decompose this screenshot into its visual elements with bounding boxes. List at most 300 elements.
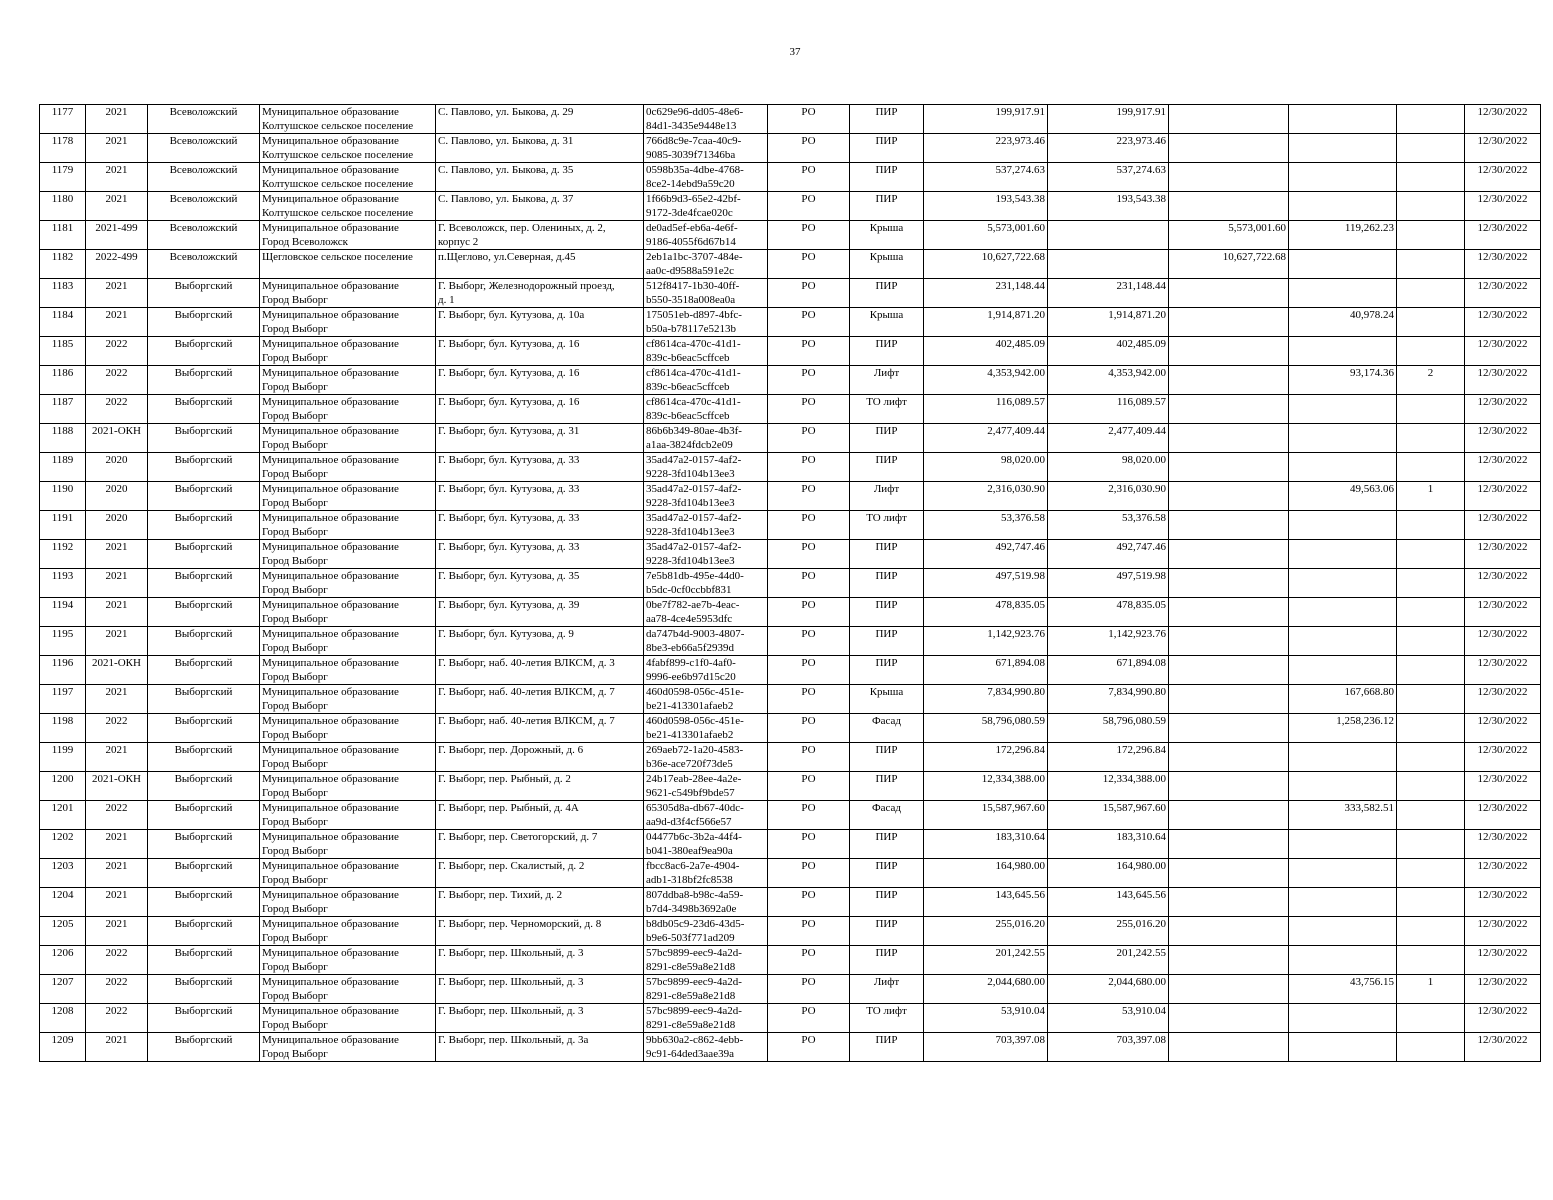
cell-program-type: РО — [768, 540, 850, 569]
table-row — [40, 627, 1541, 656]
cell-row-number: 1191 — [40, 511, 86, 540]
cell-total-cost: 193,543.38 — [924, 192, 1048, 221]
page-number: 37 — [789, 46, 801, 58]
cell-municipality: Муниципальное образование Город Выборг — [260, 714, 436, 743]
cell-municipality: Муниципальное образование Город Выборг — [260, 888, 436, 917]
cell-cost-column-3 — [1169, 366, 1289, 395]
cell-completion-date: 12/30/2022 — [1465, 250, 1541, 279]
cell-completion-date: 12/30/2022 — [1465, 743, 1541, 772]
cell-address: Г. Выборг, пер. Светогорский, д. 7 — [436, 830, 644, 859]
cell-program-year: 2021 — [86, 105, 148, 134]
table-row — [40, 656, 1541, 685]
cell-municipality: Муниципальное образование Город Выборг — [260, 859, 436, 888]
cell-work-type: ПИР — [850, 627, 924, 656]
cell-cost-column-3 — [1169, 743, 1289, 772]
cell-house-guid: fbcc8ac6-2a7e-4904- adb1-318bf2fc8538 — [644, 859, 768, 888]
cell-cost-column-4: 119,262.23 — [1289, 221, 1397, 250]
cell-program-type: РО — [768, 453, 850, 482]
cell-municipality: Муниципальное образование Город Выборг — [260, 598, 436, 627]
cell-cost-column-4 — [1289, 888, 1397, 917]
cell-cost-column-2: 703,397.08 — [1048, 1033, 1169, 1062]
cell-program-type: РО — [768, 801, 850, 830]
cell-program-year: 2022 — [86, 801, 148, 830]
cell-program-type: РО — [768, 888, 850, 917]
cell-district: Всеволожский — [148, 134, 260, 163]
cell-house-guid: 35ad47a2-0157-4af2- 9228-3fd104b13ee3 — [644, 511, 768, 540]
cell-program-year: 2021 — [86, 598, 148, 627]
cell-house-guid: de0ad5ef-eb6a-4e6f- 9186-4055f6d67b14 — [644, 221, 768, 250]
cell-cost-column-3 — [1169, 134, 1289, 163]
cell-row-number: 1189 — [40, 453, 86, 482]
cell-cost-column-3: 10,627,722.68 — [1169, 250, 1289, 279]
table-row — [40, 105, 1541, 134]
cell-cost-column-2: 497,519.98 — [1048, 569, 1169, 598]
cell-address: Г. Выборг, пер. Скалистый, д. 2 — [436, 859, 644, 888]
cell-row-number: 1188 — [40, 424, 86, 453]
cell-work-type: ПИР — [850, 105, 924, 134]
cell-district: Выборгский — [148, 830, 260, 859]
cell-cost-column-2: 537,274.63 — [1048, 163, 1169, 192]
cell-program-type: РО — [768, 627, 850, 656]
cell-total-cost: 223,973.46 — [924, 134, 1048, 163]
cell-cost-column-2: 15,587,967.60 — [1048, 801, 1169, 830]
cell-municipality: Муниципальное образование Город Выборг — [260, 511, 436, 540]
cell-address: Г. Выборг, бул. Кутузова, д. 10а — [436, 308, 644, 337]
cell-house-guid: 9bb630a2-c862-4ebb- 9c91-64ded3aae39a — [644, 1033, 768, 1062]
cell-total-cost: 143,645.56 — [924, 888, 1048, 917]
table-row — [40, 888, 1541, 917]
cell-cost-column-4 — [1289, 772, 1397, 801]
cell-cost-column-2: 53,910.04 — [1048, 1004, 1169, 1033]
cell-program-year: 2022 — [86, 975, 148, 1004]
cell-elevator-count — [1397, 250, 1465, 279]
cell-program-year: 2021 — [86, 743, 148, 772]
cell-program-year: 2021 — [86, 279, 148, 308]
cell-total-cost: 255,016.20 — [924, 917, 1048, 946]
cell-house-guid: 57bc9899-eec9-4a2d- 8291-c8e59a8e21d8 — [644, 946, 768, 975]
cell-row-number: 1199 — [40, 743, 86, 772]
table-row — [40, 1033, 1541, 1062]
cell-work-type: ТО лифт — [850, 511, 924, 540]
cell-program-year: 2021-ОКН — [86, 772, 148, 801]
cell-cost-column-3 — [1169, 627, 1289, 656]
cell-completion-date: 12/30/2022 — [1465, 511, 1541, 540]
cell-row-number: 1194 — [40, 598, 86, 627]
cell-total-cost: 5,573,001.60 — [924, 221, 1048, 250]
cell-work-type: ПИР — [850, 1033, 924, 1062]
cell-program-type: РО — [768, 424, 850, 453]
cell-elevator-count: 2 — [1397, 366, 1465, 395]
cell-cost-column-2 — [1048, 250, 1169, 279]
cell-work-type: Лифт — [850, 482, 924, 511]
cell-cost-column-3 — [1169, 511, 1289, 540]
cell-municipality: Муниципальное образование Город Выборг — [260, 656, 436, 685]
cell-total-cost: 492,747.46 — [924, 540, 1048, 569]
cell-total-cost: 231,148.44 — [924, 279, 1048, 308]
cell-cost-column-4 — [1289, 279, 1397, 308]
cell-completion-date: 12/30/2022 — [1465, 366, 1541, 395]
cell-district: Выборгский — [148, 946, 260, 975]
cell-work-type: ПИР — [850, 598, 924, 627]
cell-address: Г. Выборг, пер. Черноморский, д. 8 — [436, 917, 644, 946]
cell-cost-column-4 — [1289, 1033, 1397, 1062]
cell-address: Г. Выборг, Железнодорожный проезд, д. 1 — [436, 279, 644, 308]
table-row — [40, 453, 1541, 482]
cell-cost-column-3 — [1169, 569, 1289, 598]
cell-elevator-count — [1397, 192, 1465, 221]
cell-cost-column-3 — [1169, 685, 1289, 714]
table-row — [40, 975, 1541, 1004]
cell-address: С. Павлово, ул. Быкова, д. 37 — [436, 192, 644, 221]
cell-cost-column-2: 164,980.00 — [1048, 859, 1169, 888]
cell-work-type: ТО лифт — [850, 395, 924, 424]
cell-program-type: РО — [768, 163, 850, 192]
cell-elevator-count — [1397, 279, 1465, 308]
cell-completion-date: 12/30/2022 — [1465, 105, 1541, 134]
cell-cost-column-4: 93,174.36 — [1289, 366, 1397, 395]
cell-district: Выборгский — [148, 888, 260, 917]
cell-elevator-count — [1397, 308, 1465, 337]
cell-cost-column-3 — [1169, 830, 1289, 859]
cell-total-cost: 537,274.63 — [924, 163, 1048, 192]
cell-program-year: 2021 — [86, 569, 148, 598]
cell-elevator-count — [1397, 888, 1465, 917]
cell-cost-column-2: 116,089.57 — [1048, 395, 1169, 424]
cell-house-guid: 460d0598-056c-451e- be21-413301afaeb2 — [644, 685, 768, 714]
register-body — [40, 105, 1541, 1062]
cell-total-cost: 12,334,388.00 — [924, 772, 1048, 801]
cell-completion-date: 12/30/2022 — [1465, 279, 1541, 308]
cell-cost-column-3 — [1169, 105, 1289, 134]
cell-total-cost: 116,089.57 — [924, 395, 1048, 424]
cell-cost-column-4 — [1289, 598, 1397, 627]
cell-municipality: Муниципальное образование Город Выборг — [260, 395, 436, 424]
table-row — [40, 395, 1541, 424]
cell-total-cost: 497,519.98 — [924, 569, 1048, 598]
cell-elevator-count — [1397, 946, 1465, 975]
cell-district: Выборгский — [148, 540, 260, 569]
cell-work-type: ПИР — [850, 917, 924, 946]
cell-cost-column-3 — [1169, 424, 1289, 453]
cell-program-year: 2020 — [86, 511, 148, 540]
cell-district: Всеволожский — [148, 250, 260, 279]
table-row — [40, 685, 1541, 714]
cell-total-cost: 7,834,990.80 — [924, 685, 1048, 714]
table-row — [40, 859, 1541, 888]
cell-total-cost: 201,242.55 — [924, 946, 1048, 975]
table-row — [40, 511, 1541, 540]
cell-municipality: Муниципальное образование Город Выборг — [260, 308, 436, 337]
cell-address: С. Павлово, ул. Быкова, д. 31 — [436, 134, 644, 163]
cell-district: Выборгский — [148, 337, 260, 366]
cell-cost-column-3 — [1169, 598, 1289, 627]
cell-elevator-count — [1397, 917, 1465, 946]
table-row — [40, 917, 1541, 946]
cell-work-type: ПИР — [850, 569, 924, 598]
cell-cost-column-2: 193,543.38 — [1048, 192, 1169, 221]
cell-row-number: 1196 — [40, 656, 86, 685]
cell-work-type: ПИР — [850, 859, 924, 888]
cell-row-number: 1202 — [40, 830, 86, 859]
cell-municipality: Муниципальное образование Город Выборг — [260, 917, 436, 946]
cell-district: Выборгский — [148, 482, 260, 511]
table-row — [40, 221, 1541, 250]
cell-work-type: ПИР — [850, 743, 924, 772]
cell-municipality: Муниципальное образование Город Выборг — [260, 946, 436, 975]
cell-cost-column-4 — [1289, 743, 1397, 772]
cell-district: Выборгский — [148, 772, 260, 801]
cell-program-year: 2020 — [86, 453, 148, 482]
table-row — [40, 192, 1541, 221]
cell-work-type: ПИР — [850, 337, 924, 366]
cell-address: Г. Выборг, наб. 40-летия ВЛКСМ, д. 7 — [436, 714, 644, 743]
cell-program-year: 2021 — [86, 830, 148, 859]
cell-house-guid: cf8614ca-470c-41d1- 839c-b6eac5cffceb — [644, 395, 768, 424]
cell-address: Г. Выборг, пер. Школьный, д. 3а — [436, 1033, 644, 1062]
table-row — [40, 540, 1541, 569]
cell-district: Выборгский — [148, 685, 260, 714]
cell-district: Выборгский — [148, 859, 260, 888]
cell-district: Выборгский — [148, 917, 260, 946]
cell-district: Выборгский — [148, 511, 260, 540]
cell-address: Г. Выборг, бул. Кутузова, д. 16 — [436, 395, 644, 424]
cell-address: Г. Выборг, бул. Кутузова, д. 9 — [436, 627, 644, 656]
cell-program-year: 2020 — [86, 482, 148, 511]
cell-district: Выборгский — [148, 743, 260, 772]
cell-work-type: Крыша — [850, 221, 924, 250]
cell-program-type: РО — [768, 482, 850, 511]
cell-cost-column-2: 199,917.91 — [1048, 105, 1169, 134]
cell-cost-column-4 — [1289, 627, 1397, 656]
cell-elevator-count — [1397, 801, 1465, 830]
cell-work-type: ПИР — [850, 772, 924, 801]
cell-row-number: 1178 — [40, 134, 86, 163]
cell-district: Выборгский — [148, 366, 260, 395]
cell-program-type: РО — [768, 511, 850, 540]
cell-district: Выборгский — [148, 308, 260, 337]
cell-total-cost: 2,477,409.44 — [924, 424, 1048, 453]
cell-total-cost: 53,910.04 — [924, 1004, 1048, 1033]
cell-address: Г. Выборг, бул. Кутузова, д. 33 — [436, 453, 644, 482]
cell-program-type: РО — [768, 221, 850, 250]
cell-row-number: 1208 — [40, 1004, 86, 1033]
cell-program-type: РО — [768, 337, 850, 366]
cell-work-type: ТО лифт — [850, 1004, 924, 1033]
cell-cost-column-4 — [1289, 569, 1397, 598]
cell-cost-column-3 — [1169, 975, 1289, 1004]
cell-work-type: ПИР — [850, 656, 924, 685]
cell-cost-column-2: 255,016.20 — [1048, 917, 1169, 946]
cell-total-cost: 478,835.05 — [924, 598, 1048, 627]
cell-total-cost: 172,296.84 — [924, 743, 1048, 772]
cell-total-cost: 199,917.91 — [924, 105, 1048, 134]
cell-district: Выборгский — [148, 569, 260, 598]
cell-cost-column-2: 478,835.05 — [1048, 598, 1169, 627]
cell-row-number: 1185 — [40, 337, 86, 366]
cell-address: Г. Выборг, бул. Кутузова, д. 35 — [436, 569, 644, 598]
cell-cost-column-2 — [1048, 221, 1169, 250]
cell-address: Г. Выборг, бул. Кутузова, д. 33 — [436, 482, 644, 511]
cell-address: Г. Выборг, бул. Кутузова, д. 39 — [436, 598, 644, 627]
cell-program-type: РО — [768, 134, 850, 163]
cell-elevator-count — [1397, 685, 1465, 714]
cell-elevator-count — [1397, 453, 1465, 482]
table-row — [40, 830, 1541, 859]
cell-total-cost: 703,397.08 — [924, 1033, 1048, 1062]
cell-program-year: 2022 — [86, 395, 148, 424]
cell-cost-column-2: 492,747.46 — [1048, 540, 1169, 569]
cell-work-type: Крыша — [850, 250, 924, 279]
cell-program-year: 2021 — [86, 540, 148, 569]
cell-house-guid: 35ad47a2-0157-4af2- 9228-3fd104b13ee3 — [644, 540, 768, 569]
cell-completion-date: 12/30/2022 — [1465, 569, 1541, 598]
cell-total-cost: 15,587,967.60 — [924, 801, 1048, 830]
table-row — [40, 163, 1541, 192]
cell-cost-column-3 — [1169, 279, 1289, 308]
cell-program-year: 2021 — [86, 1033, 148, 1062]
cell-house-guid: 24b17eab-28ee-4a2e- 9621-c549bf9bde57 — [644, 772, 768, 801]
cell-house-guid: 57bc9899-eec9-4a2d- 8291-c8e59a8e21d8 — [644, 1004, 768, 1033]
cell-municipality: Муниципальное образование Город Выборг — [260, 830, 436, 859]
cell-house-guid: 766d8c9e-7caa-40c9- 9085-3039f71346ba — [644, 134, 768, 163]
cell-municipality: Муниципальное образование Город Выборг — [260, 453, 436, 482]
cell-cost-column-3 — [1169, 946, 1289, 975]
cell-cost-column-4: 167,668.80 — [1289, 685, 1397, 714]
cell-program-type: РО — [768, 1033, 850, 1062]
cell-cost-column-4 — [1289, 511, 1397, 540]
cell-program-year: 2021 — [86, 627, 148, 656]
cell-cost-column-2: 2,316,030.90 — [1048, 482, 1169, 511]
cell-district: Всеволожский — [148, 221, 260, 250]
cell-address: п.Щеглово, ул.Северная, д.45 — [436, 250, 644, 279]
table-row — [40, 714, 1541, 743]
cell-cost-column-3 — [1169, 453, 1289, 482]
cell-municipality: Муниципальное образование Город Выборг — [260, 569, 436, 598]
cell-elevator-count — [1397, 424, 1465, 453]
cell-row-number: 1182 — [40, 250, 86, 279]
cell-house-guid: 269aeb72-1a20-4583- b36e-ace720f73de5 — [644, 743, 768, 772]
cell-completion-date: 12/30/2022 — [1465, 830, 1541, 859]
cell-cost-column-2: 58,796,080.59 — [1048, 714, 1169, 743]
table-row — [40, 337, 1541, 366]
cell-program-type: РО — [768, 830, 850, 859]
cell-completion-date: 12/30/2022 — [1465, 221, 1541, 250]
cell-cost-column-4: 1,258,236.12 — [1289, 714, 1397, 743]
cell-cost-column-4: 43,756.15 — [1289, 975, 1397, 1004]
cell-house-guid: 4fabf899-c1f0-4af0- 9996-ee6b97d15c20 — [644, 656, 768, 685]
cell-program-type: РО — [768, 308, 850, 337]
cell-cost-column-2: 183,310.64 — [1048, 830, 1169, 859]
cell-address: Г. Выборг, пер. Тихий, д. 2 — [436, 888, 644, 917]
cell-address: Г. Выборг, наб. 40-летия ВЛКСМ, д. 3 — [436, 656, 644, 685]
cell-completion-date: 12/30/2022 — [1465, 946, 1541, 975]
cell-row-number: 1201 — [40, 801, 86, 830]
table-row — [40, 598, 1541, 627]
cell-municipality: Муниципальное образование Город Выборг — [260, 1004, 436, 1033]
cell-district: Выборгский — [148, 598, 260, 627]
cell-total-cost: 58,796,080.59 — [924, 714, 1048, 743]
cell-work-type: ПИР — [850, 192, 924, 221]
table-row — [40, 366, 1541, 395]
cell-row-number: 1205 — [40, 917, 86, 946]
cell-cost-column-3 — [1169, 714, 1289, 743]
cell-cost-column-3 — [1169, 656, 1289, 685]
cell-house-guid: 512f8417-1b30-40ff- b550-3518a008ea0a — [644, 279, 768, 308]
cell-address: Г. Выборг, пер. Школьный, д. 3 — [436, 975, 644, 1004]
cell-elevator-count: 1 — [1397, 975, 1465, 1004]
cell-municipality: Муниципальное образование Город Всеволожск — [260, 221, 436, 250]
cell-program-year: 2021 — [86, 192, 148, 221]
cell-program-year: 2021-499 — [86, 221, 148, 250]
cell-total-cost: 402,485.09 — [924, 337, 1048, 366]
cell-cost-column-4: 333,582.51 — [1289, 801, 1397, 830]
cell-total-cost: 2,316,030.90 — [924, 482, 1048, 511]
cell-district: Всеволожский — [148, 105, 260, 134]
cell-house-guid: 2eb1a1bc-3707-484e- aa0c-d9588a591e2c — [644, 250, 768, 279]
cell-cost-column-4 — [1289, 453, 1397, 482]
cell-elevator-count — [1397, 830, 1465, 859]
cell-municipality: Муниципальное образование Город Выборг — [260, 540, 436, 569]
cell-elevator-count — [1397, 714, 1465, 743]
cell-municipality: Муниципальное образование Город Выборг — [260, 685, 436, 714]
cell-address: Г. Выборг, бул. Кутузова, д. 16 — [436, 337, 644, 366]
cell-house-guid: 04477b6c-3b2a-44f4- b041-380eaf9ea90a — [644, 830, 768, 859]
cell-address: С. Павлово, ул. Быкова, д. 29 — [436, 105, 644, 134]
cell-program-year: 2022 — [86, 366, 148, 395]
cell-house-guid: cf8614ca-470c-41d1- 839c-b6eac5cffceb — [644, 337, 768, 366]
cell-cost-column-3 — [1169, 772, 1289, 801]
cell-completion-date: 12/30/2022 — [1465, 540, 1541, 569]
cell-address: Г. Выборг, бул. Кутузова, д. 33 — [436, 511, 644, 540]
cell-cost-column-2: 172,296.84 — [1048, 743, 1169, 772]
cell-cost-column-4: 40,978.24 — [1289, 308, 1397, 337]
cell-program-type: РО — [768, 946, 850, 975]
cell-house-guid: 35ad47a2-0157-4af2- 9228-3fd104b13ee3 — [644, 453, 768, 482]
cell-house-guid: cf8614ca-470c-41d1- 839c-b6eac5cffceb — [644, 366, 768, 395]
cell-cost-column-4 — [1289, 250, 1397, 279]
cell-municipality: Муниципальное образование Город Выборг — [260, 337, 436, 366]
cell-address: Г. Выборг, пер. Школьный, д. 3 — [436, 946, 644, 975]
cell-program-type: РО — [768, 279, 850, 308]
cell-elevator-count — [1397, 1004, 1465, 1033]
cell-cost-column-4 — [1289, 540, 1397, 569]
cell-completion-date: 12/30/2022 — [1465, 1033, 1541, 1062]
cell-elevator-count — [1397, 221, 1465, 250]
cell-cost-column-2: 53,376.58 — [1048, 511, 1169, 540]
cell-district: Выборгский — [148, 1033, 260, 1062]
cell-municipality: Щегловское сельское поселение — [260, 250, 436, 279]
cell-elevator-count — [1397, 337, 1465, 366]
cell-row-number: 1206 — [40, 946, 86, 975]
cell-program-type: РО — [768, 743, 850, 772]
cell-municipality: Муниципальное образование Город Выборг — [260, 424, 436, 453]
cell-house-guid: 35ad47a2-0157-4af2- 9228-3fd104b13ee3 — [644, 482, 768, 511]
cell-elevator-count — [1397, 105, 1465, 134]
cell-cost-column-3 — [1169, 308, 1289, 337]
cell-cost-column-4 — [1289, 917, 1397, 946]
cell-house-guid: 807ddba8-b98c-4a59- b7d4-3498b3692a0e — [644, 888, 768, 917]
cell-completion-date: 12/30/2022 — [1465, 627, 1541, 656]
cell-work-type: ПИР — [850, 540, 924, 569]
cell-row-number: 1181 — [40, 221, 86, 250]
cell-cost-column-3 — [1169, 192, 1289, 221]
cell-cost-column-4: 49,563.06 — [1289, 482, 1397, 511]
cell-work-type: Крыша — [850, 308, 924, 337]
cell-district: Выборгский — [148, 395, 260, 424]
cell-elevator-count — [1397, 859, 1465, 888]
cell-cost-column-4 — [1289, 830, 1397, 859]
cell-completion-date: 12/30/2022 — [1465, 656, 1541, 685]
